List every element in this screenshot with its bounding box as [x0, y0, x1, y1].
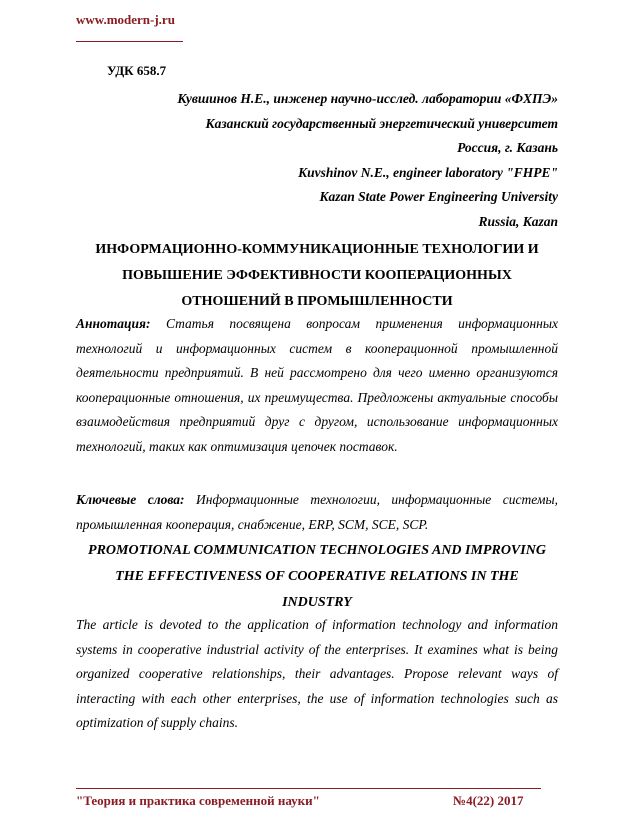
- author-line: Kazan State Power Engineering University: [319, 189, 558, 204]
- author-line: Кувшинов Н.Е., инженер научно-исслед. лаборатории «ФХПЭ»: [177, 91, 558, 106]
- abstract-ru-label: Аннотация:: [76, 316, 151, 331]
- author-line: Казанский государственный энергетический университет: [205, 115, 558, 131]
- author-line: Russia, Kazan: [478, 213, 558, 229]
- title-ru-line: ИНФОРМАЦИОННО-КОММУНИКАЦИОННЫЕ ТЕХНОЛОГИИ И: [95, 242, 539, 257]
- article-title-ru: [60, 237, 574, 315]
- keywords: [76, 488, 558, 537]
- header-divider: [76, 41, 183, 42]
- abstract-ru-text: Статья посвящена вопросам применения информационных технологий и информационных систем в кооперационной промышленной деятельности предприятий. В ней рассмотрено для чего именно организуются кооперационные отношения, их преимущества. Предложены актуальные способы взаимодействия предприятий друг с другом, использование информационных технологий, таких как оптимизация цепочек поставок.: [76, 316, 559, 454]
- footer-divider: [76, 788, 541, 789]
- title-en-line: INDUSTRY: [282, 595, 352, 610]
- title-en-line: PROMOTIONAL COMMUNICATION TECHNOLOGIES AND IMPROVING: [88, 543, 546, 558]
- footer-issue: №4(22) 2017: [453, 793, 524, 808]
- keywords-label: Ключевые слова:: [76, 492, 185, 507]
- abstract-ru: [76, 312, 558, 460]
- title-ru-line: ПОВЫШЕНИЕ ЭФФЕКТИВНОСТИ КООПЕРАЦИОННЫХ: [122, 268, 512, 283]
- author-block: [60, 87, 558, 234]
- title-ru-line: ОТНОШЕНИЙ В ПРОМЫШЛЕННОСТИ: [181, 294, 453, 309]
- author-line: Kuvshinov N.E., engineer laboratory "FHPE": [298, 164, 558, 180]
- article-title-en: [60, 538, 574, 616]
- title-en-line: THE EFFECTIVENESS OF COOPERATIVE RELATIONS IN THE: [115, 569, 519, 584]
- site-url-link[interactable]: www.modern-j.ru: [76, 12, 175, 27]
- udk-code: УДК 658.7: [107, 63, 167, 78]
- author-line: Россия, г. Казань: [457, 140, 558, 155]
- abstract-en: The article is devoted to the application of information technology and information systems in cooperative industrial activity of the enterprises. It examines what is being organized cooperative relationships, their advantages. Propose relevant ways of interacting with each other enterprises, the use of information technologies such as optimization of supply chains.: [76, 617, 558, 731]
- footer-journal-name: "Теория и практика современной науки": [76, 793, 320, 808]
- keywords-text: Информационные технологии, информационные системы, промышленная кооперация, снабжение, ERP, SCM, SCE, SCP.: [76, 492, 558, 532]
